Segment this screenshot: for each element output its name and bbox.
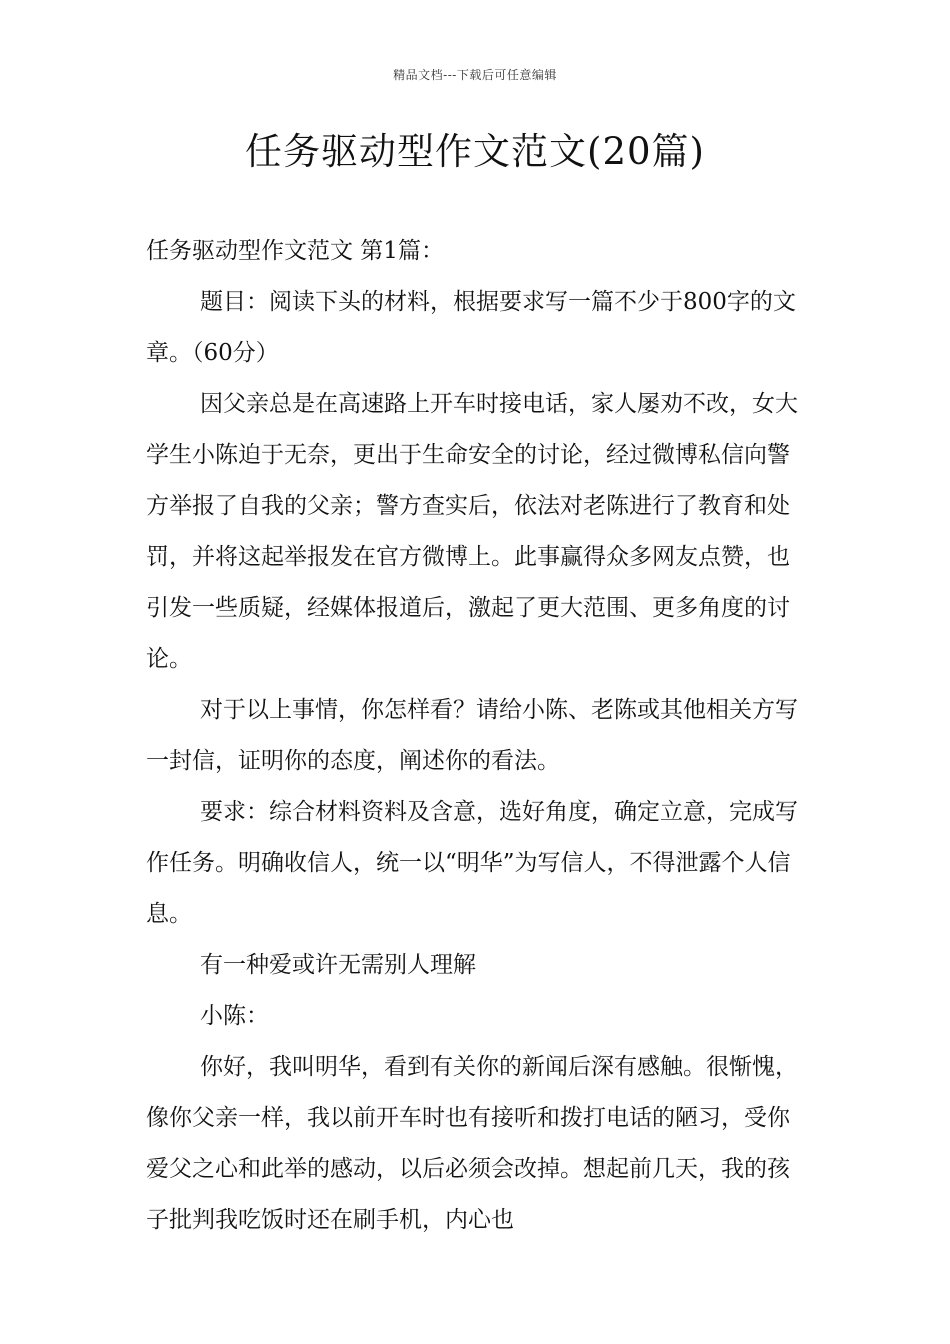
task-paragraph: 对于以上事情，你怎样看？请给小陈、老陈或其他相关方写一封信，证明你的态度，阐述你的看法。 [146,697,798,774]
letter-body-paragraph: 你好，我叫明华，看到有关你的新闻后深有感触。很惭愧，像你父亲一样，我以前开车时也有接听和拨打电话的陋习，受你爱父之心和此举的感动，以后必须会改掉。想起前几天，我的孩子批判我吃饭时还在刷手机，内心也 [146,1054,798,1233]
material-paragraph: 因父亲总是在高速路上开车时接电话，家人屡劝不改，女大学生小陈迫于无奈，更出于生命安全的讨论，经过微博私信向警方举报了自我的父亲；警方查实后，依法对老陈进行了教育和处罚，并将这起举报发在官方微博上。此事赢得众多网友点赞，也引发一些质疑，经媒体报道后，激起了更大范围、更多角度的讨论。 [146,391,798,672]
document-body [146,226,810,1246]
section-heading: 任务驱动型作文范文 第1篇： [146,238,444,264]
header-note: 精品文档---下载后可任意编辑 [393,68,557,82]
letter-salutation: 小陈： [200,1003,269,1029]
prompt-paragraph: 题目：阅读下头的材料，根据要求写一篇不少于800字的文章。（60分） [146,289,796,366]
requirements-paragraph: 要求：综合材料资料及含意，选好角度，确定立意，完成写作任务。明确收信人，统一以“明华”为写信人，不得泄露个人信息。 [146,799,798,927]
essay-title: 有一种爱或许无需别人理解 [200,952,476,978]
document-title: 任务驱动型作文范文(20篇) [245,130,705,173]
